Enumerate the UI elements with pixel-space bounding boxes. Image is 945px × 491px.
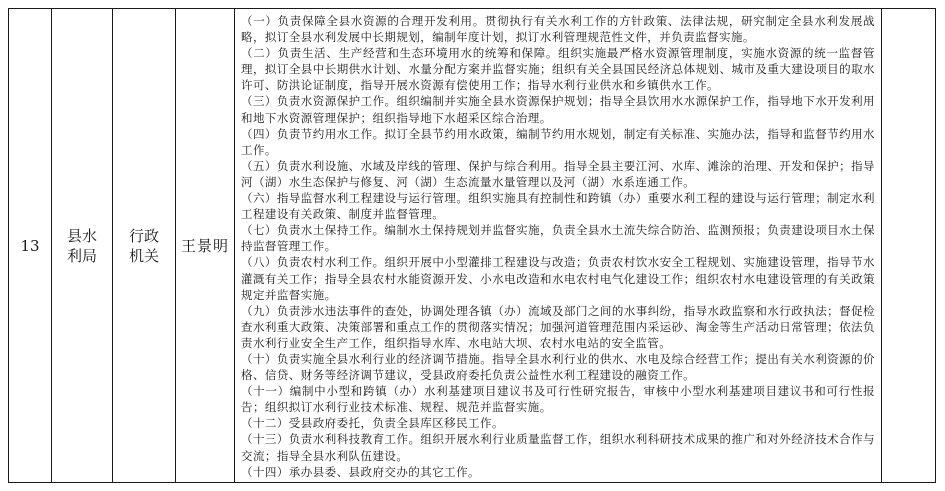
duty-item: （十）负责实施全县水利行业的经济调节措施。指导全县水利行业的供水、水电及综合经营工作；提出有关水利资源的价格、信贷、财务等经济调节建议，受县政府委托负责公益性水利工程建设的融资工作。 (241, 351, 875, 383)
department-name: 县水利局 (66, 226, 97, 265)
duty-item: （十二）受县政府委托，负责全县库区移民工作。 (241, 416, 504, 431)
remark-cell (882, 9, 935, 482)
duty-item: （十一）编制中小型和跨镇（办）水利基建项目建议书及可行性研究报告，审核中小型水利基建项目建议书和可行性报告；组织拟订水利行业技术标准、规程、规范并监督实施。 (241, 384, 875, 415)
duty-item: （九）负责涉水违法事件的查处，协调处理各镇（办）流域及部门之间的水事纠纷，指导水政监察和水行政执法；督促检查水利重大政策、决策部署和重点工作的贯彻落实情况；加强河道管理范围内采运砂、淘金等生产活动日常管理；依法负责水利行业安全生产工作，组织指导水库、水电站大坝、农村水电站的安全监管。 (241, 303, 875, 350)
department-cell (52, 9, 113, 482)
duty-item: （十四）承办县委、县政府交办的其它工作。 (241, 464, 480, 479)
duty-item: （七）负责水土保持工作。编制水土保持规划并监督实施，负责全县水土流失综合防治、监测预报；负责建设项目水土保持监督管理工作。 (241, 223, 875, 254)
duty-item: （六）指导监督水利工程建设与运行管理。组织实施具有控制性和跨镇（办）重要水利工程的建设与运行管理；制定水利工程建设有关政策、制度并监督管理。 (241, 191, 875, 222)
responsible-person: 王景明 (180, 236, 229, 255)
responsible-person-cell (176, 9, 235, 482)
duty-item: （一）负责保障全县水资源的合理开发利用。贯彻执行有关水利工作的方针政策、法律法规，研究制定全县水利发展战略，拟订全县水利发展中长期规划，编制年度计划，拟订水利管理规范性文件，并负责监督实施。 (241, 14, 875, 45)
agency-type: 行政机关 (128, 226, 159, 265)
duty-item: （八）负责农村水利工作。组织开展中小型灌排工程建设与改造；负责农村饮水安全工程规划、实施建设管理，指导节水灌溉有关工作；指导全县农村水能资源开发、小水电改造和水电农村电气化建设工作；组织农村水电建设管理的有关政策规定并监督实施。 (241, 255, 875, 302)
duty-item: （十三）负责水利科技教育工作。组织开展水利行业质量监督工作，组织水利科研技术成果的推广和对外经济技术合作与交流；指导全县水利队伍建设。 (241, 432, 875, 463)
duties-table-row (8, 8, 936, 483)
agency-type-cell (113, 9, 176, 482)
duty-item: （五）负责水利设施、水域及岸线的管理、保护与综合利用。指导全县主要江河、水库、滩涂的治理、开发和保护；指导河（湖）水生态保护与修复、河（湖）生态流量水量管理以及河（湖）水系连通工作。 (241, 158, 875, 189)
duty-item: （四）负责节约用水工作。拟订全县节约用水政策，编制节约用水规划，制定有关标准、实施办法，指导和监督节约用水工作。 (241, 126, 875, 157)
duty-item: （三）负责水资源保护工作。组织编制并实施全县水资源保护规划；指导全县饮用水水源保护工作，指导地下水开发利用和地下水资源管理保护；组织指导地下水超采区综合治理。 (241, 94, 875, 125)
row-number-cell (9, 9, 52, 482)
row-number: 13 (20, 236, 40, 255)
duty-item: （二）负责生活、生产经营和生态环境用水的统筹和保障。组织实施最严格水资源管理制度，实施水资源的统一监督管理，拟订全县中长期供水计划、水量分配方案并监督实施；组织有关全县国民经济总体规划、城市及重大建设项目的取水许可、防洪论证制度，指导开展水资源有偿使用工作；指导水利行业供水和乡镇供水工作。 (241, 46, 875, 93)
duties-cell (235, 9, 882, 482)
